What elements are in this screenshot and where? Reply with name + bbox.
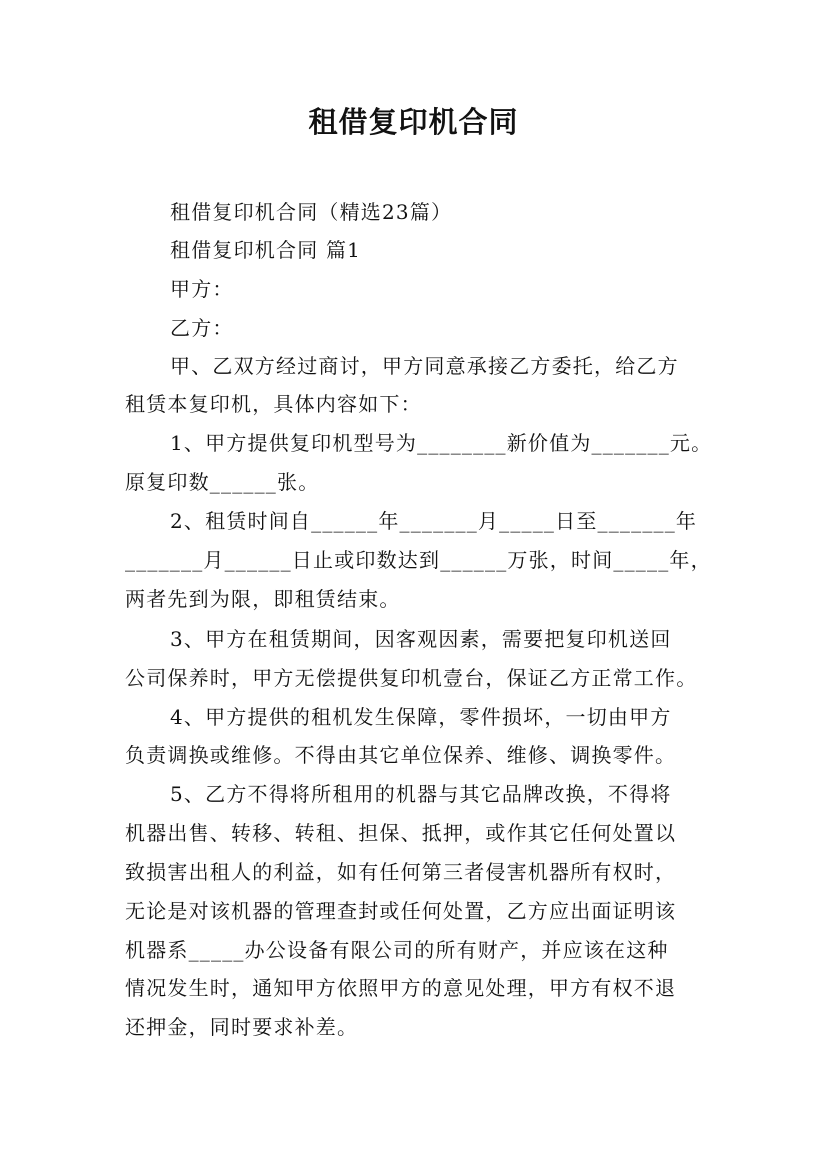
clause-2-line: 2、租赁时间自______年_______月_____日至_______年 (170, 509, 698, 533)
clause-2-line: _______月______日止或印数达到______万张，时间_____年， (125, 548, 712, 572)
clause-4-line: 负责调换或维修。不得由其它单位保养、维修、调换零件。 (125, 743, 677, 767)
clause-5-line: 还押金，同时要求补差。 (125, 1015, 359, 1039)
clause-5-line: 无论是对该机器的管理查封或任何处置，乙方应出面证明该 (125, 899, 677, 923)
document-subtitle: 租借复印机合同（精选23篇） (170, 200, 453, 224)
party-a-label: 甲方： (170, 277, 234, 301)
clause-1-line: 原复印数______张。 (125, 470, 320, 494)
clause-5-line: 机器出售、转移、转租、担保、抵押，或作其它任何处置以 (125, 821, 677, 845)
clause-5-line: 情况发生时，通知甲方依照甲方的意见处理，甲方有权不退 (125, 976, 677, 1000)
clause-3-line: 3、甲方在租赁期间，因客观因素，需要把复印机送回 (170, 627, 672, 651)
clause-2-line: 两者先到为限，即租赁结束。 (125, 587, 401, 611)
clause-1-line: 1、甲方提供复印机型号为________新价值为_______元。 (170, 431, 713, 455)
paragraph-line: 甲、乙双方经过商讨，甲方同意承接乙方委托，给乙方 (170, 354, 679, 378)
section-heading: 租借复印机合同 篇1 (170, 238, 362, 262)
paragraph-line: 租赁本复印机，具体内容如下： (125, 392, 422, 416)
document-title: 租借复印机合同 (308, 105, 519, 139)
clause-4-line: 4、甲方提供的租机发生保障，零件损坏，一切由甲方 (170, 705, 672, 729)
clause-5-line: 机器系_____办公设备有限公司的所有财产，并应该在这种 (125, 938, 669, 962)
clause-5-line: 5、乙方不得将所租用的机器与其它品牌改换，不得将 (170, 782, 672, 806)
party-b-label: 乙方： (170, 316, 234, 340)
clause-3-line: 公司保养时，甲方无偿提供复印机壹台，保证乙方正常工作。 (125, 666, 698, 690)
clause-5-line: 致损害出租人的利益，如有任何第三者侵害机器所有权时， (125, 860, 677, 884)
